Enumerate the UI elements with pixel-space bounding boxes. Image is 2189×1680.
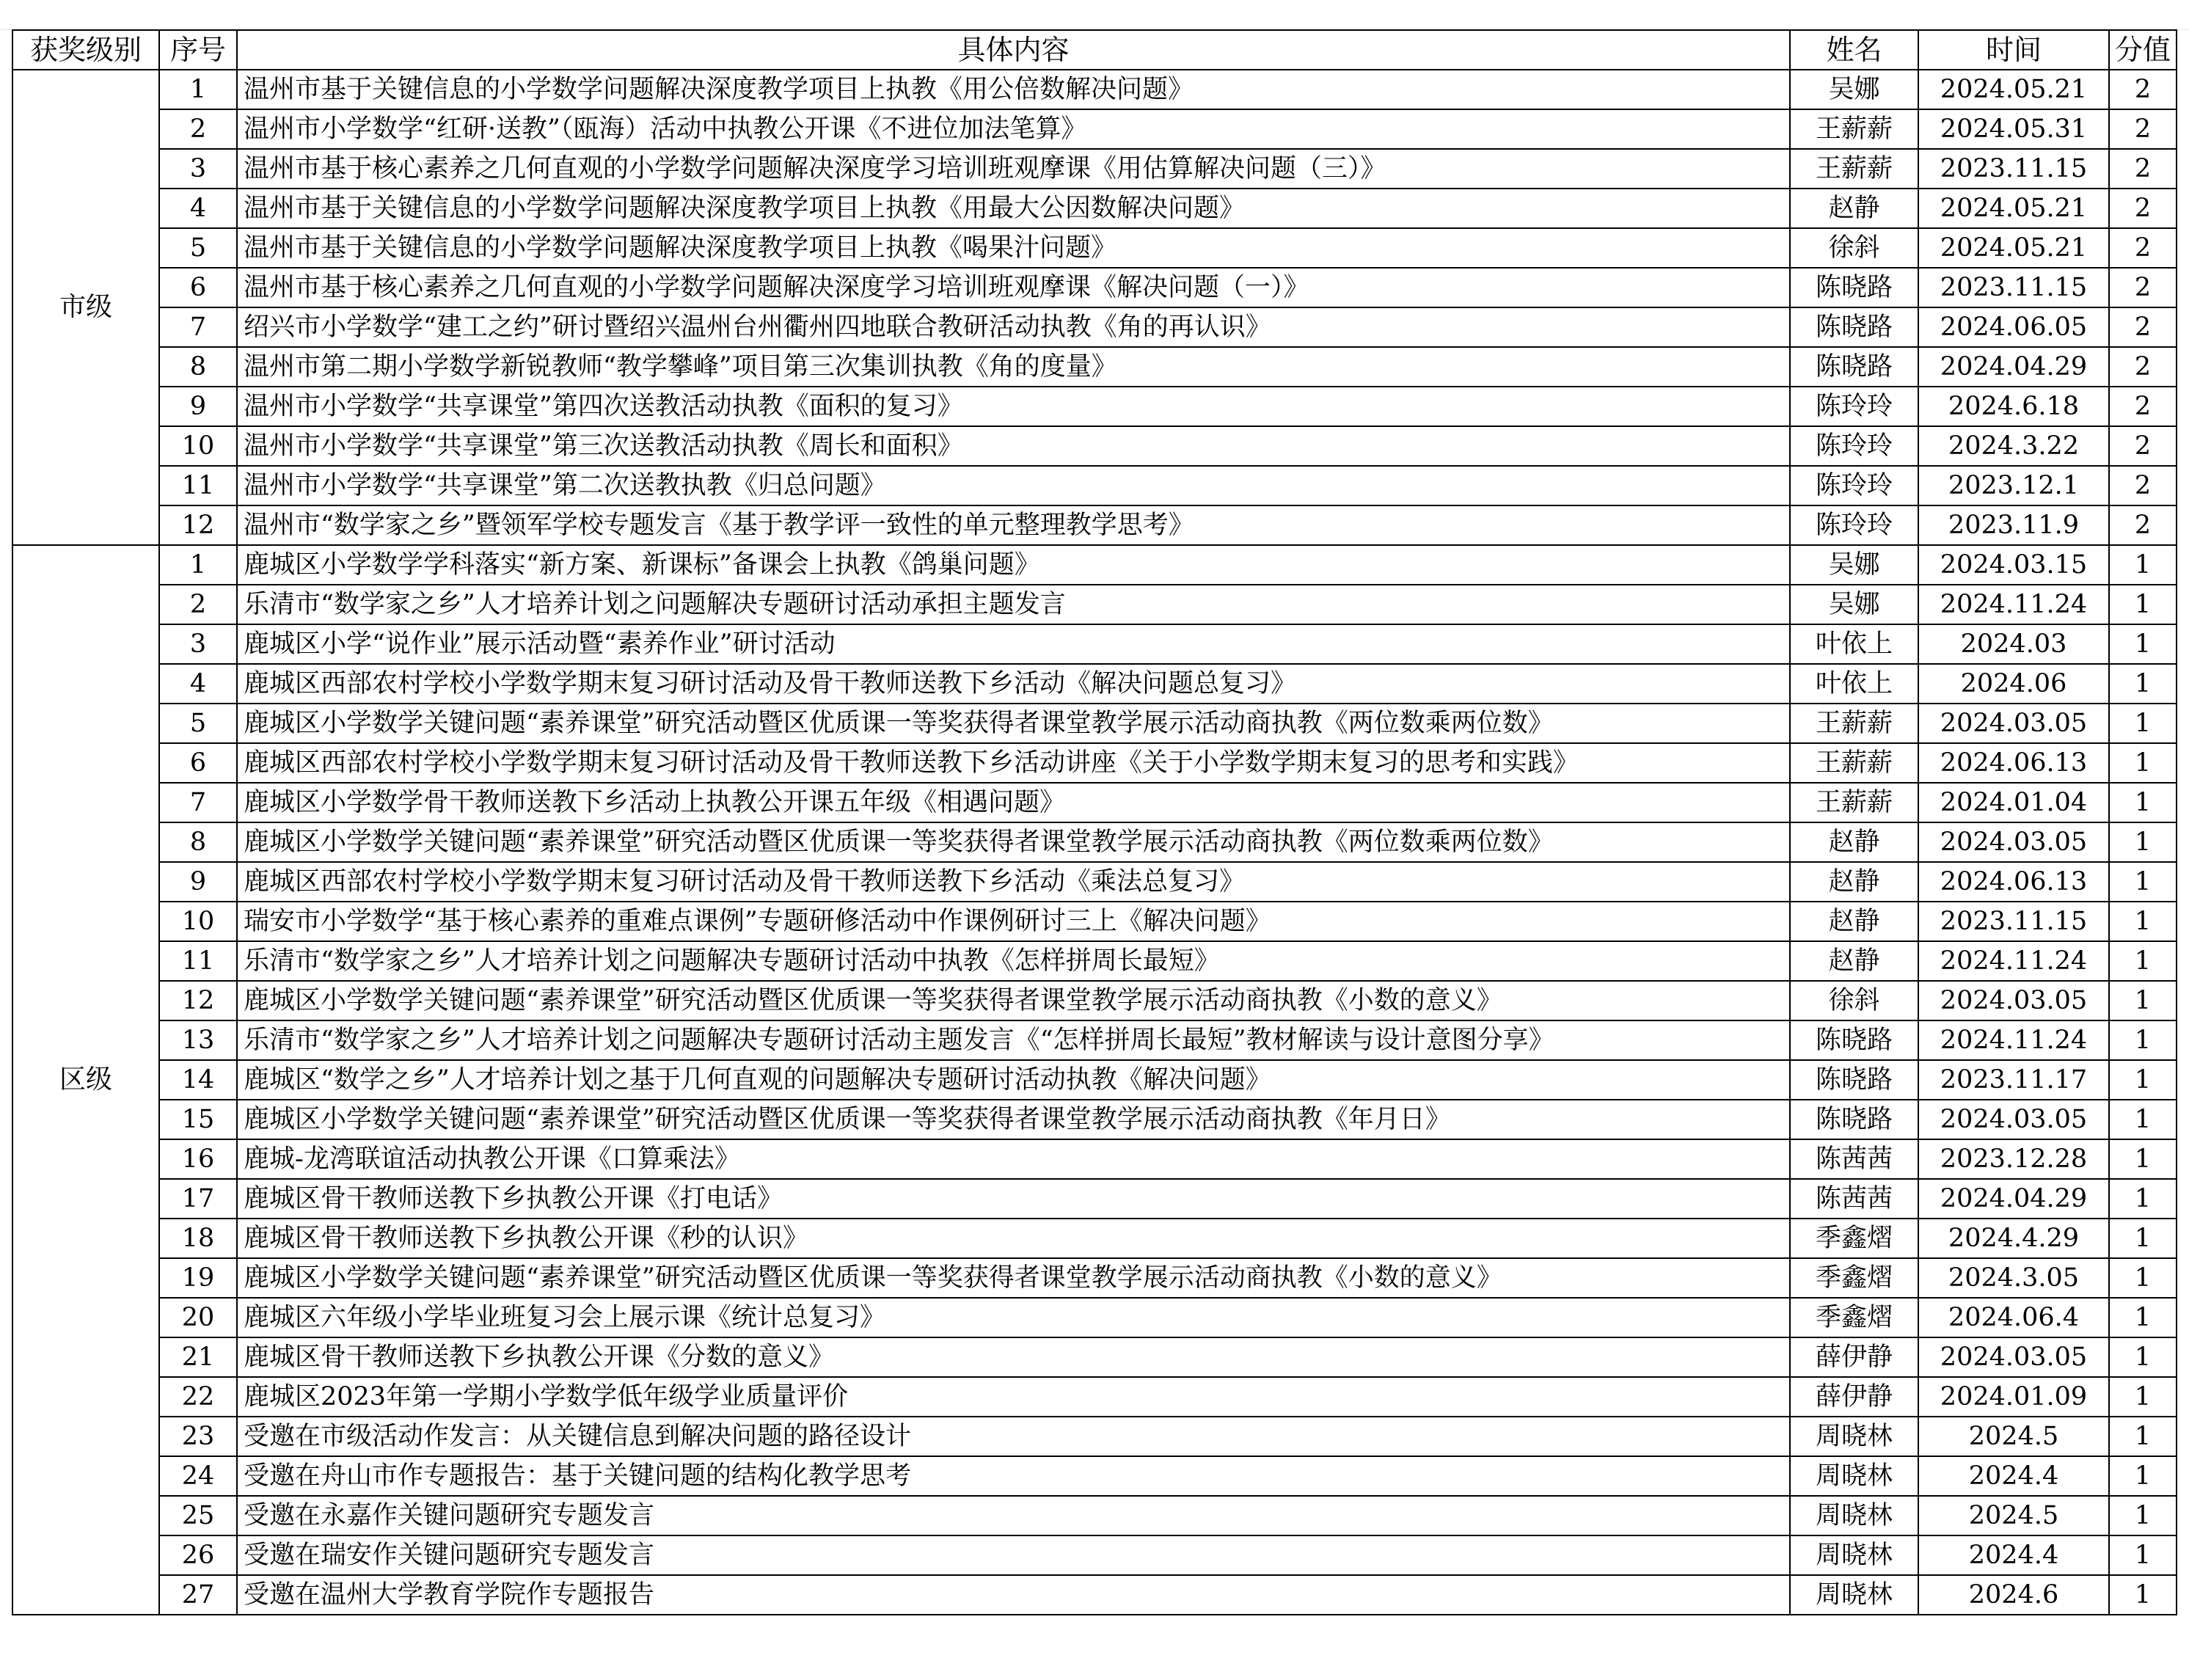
date-cell: 2024.05.21 xyxy=(1918,70,2109,109)
header-date: 时间 xyxy=(1918,30,2109,70)
award-level-cell: 区级 xyxy=(12,545,159,1615)
content-cell: 温州市小学数学“共享课堂”第二次送教执教《归总问题》 xyxy=(237,466,1790,505)
content-cell: 受邀在永嘉作关键问题研究专题发言 xyxy=(237,1496,1790,1535)
row-number-cell: 3 xyxy=(159,149,237,189)
content-cell: 鹿城区小学数学骨干教师送教下乡活动上执教公开课五年级《相遇问题》 xyxy=(237,783,1790,822)
score-cell: 1 xyxy=(2109,862,2177,902)
score-cell: 1 xyxy=(2109,1337,2177,1377)
table-row xyxy=(12,505,2177,545)
content-cell: 鹿城-龙湾联谊活动执教公开课《口算乘法》 xyxy=(237,1139,1790,1179)
content-cell: 温州市小学数学“共享课堂”第四次送教活动执教《面积的复习》 xyxy=(237,387,1790,426)
name-cell: 陈晓路 xyxy=(1790,268,1918,307)
name-cell: 吴娜 xyxy=(1790,70,1918,109)
score-cell: 1 xyxy=(2109,941,2177,981)
score-cell: 2 xyxy=(2109,505,2177,545)
content-cell: 鹿城区骨干教师送教下乡执教公开课《分数的意义》 xyxy=(237,1337,1790,1377)
table-row xyxy=(12,624,2177,664)
date-cell: 2024.06 xyxy=(1918,664,2109,704)
date-cell: 2024.3.22 xyxy=(1918,426,2109,466)
score-cell: 1 xyxy=(2109,1298,2177,1337)
header-level: 获奖级别 xyxy=(12,30,159,70)
date-cell: 2024.5 xyxy=(1918,1417,2109,1456)
content-cell: 受邀在市级活动作发言：从关键信息到解决问题的路径设计 xyxy=(237,1417,1790,1456)
row-number-cell: 23 xyxy=(159,1417,237,1456)
date-cell: 2024.06.4 xyxy=(1918,1298,2109,1337)
score-cell: 1 xyxy=(2109,624,2177,664)
name-cell: 季鑫熠 xyxy=(1790,1258,1918,1298)
row-number-cell: 11 xyxy=(159,941,237,981)
table-row xyxy=(12,1219,2177,1258)
score-cell: 1 xyxy=(2109,664,2177,704)
score-cell: 2 xyxy=(2109,109,2177,149)
content-cell: 受邀在瑞安作关键问题研究专题发言 xyxy=(237,1535,1790,1575)
row-number-cell: 5 xyxy=(159,228,237,268)
row-number-cell: 8 xyxy=(159,347,237,387)
score-cell: 1 xyxy=(2109,1377,2177,1417)
table-row xyxy=(12,228,2177,268)
name-cell: 赵静 xyxy=(1790,822,1918,862)
row-number-cell: 12 xyxy=(159,505,237,545)
score-cell: 2 xyxy=(2109,466,2177,505)
content-cell: 鹿城区骨干教师送教下乡执教公开课《打电话》 xyxy=(237,1179,1790,1219)
date-cell: 2024.4 xyxy=(1918,1535,2109,1575)
table-row xyxy=(12,1179,2177,1219)
content-cell: 温州市第二期小学数学新锐教师“教学攀峰”项目第三次集训执教《角的度量》 xyxy=(237,347,1790,387)
name-cell: 王薪薪 xyxy=(1790,783,1918,822)
row-number-cell: 12 xyxy=(159,981,237,1020)
name-cell: 徐斜 xyxy=(1790,228,1918,268)
name-cell: 陈玲玲 xyxy=(1790,426,1918,466)
content-cell: 温州市基于核心素养之几何直观的小学数学问题解决深度学习培训班观摩课《用估算解决问题（三）》 xyxy=(237,149,1790,189)
content-cell: 受邀在温州大学教育学院作专题报告 xyxy=(237,1575,1790,1615)
score-cell: 1 xyxy=(2109,1179,2177,1219)
name-cell: 陈晓路 xyxy=(1790,1020,1918,1060)
row-number-cell: 9 xyxy=(159,387,237,426)
score-cell: 1 xyxy=(2109,902,2177,941)
content-cell: 温州市小学数学“红研·送教”（瓯海）活动中执教公开课《不进位加法笔算》 xyxy=(237,109,1790,149)
row-number-cell: 6 xyxy=(159,743,237,783)
score-cell: 1 xyxy=(2109,1575,2177,1615)
name-cell: 周晓林 xyxy=(1790,1496,1918,1535)
table-row xyxy=(12,1100,2177,1139)
row-number-cell: 11 xyxy=(159,466,237,505)
content-cell: 鹿城区小学“说作业”展示活动暨“素养作业”研讨活动 xyxy=(237,624,1790,664)
row-number-cell: 10 xyxy=(159,902,237,941)
score-cell: 2 xyxy=(2109,347,2177,387)
row-number-cell: 1 xyxy=(159,70,237,109)
row-number-cell: 26 xyxy=(159,1535,237,1575)
awards-table xyxy=(12,29,2177,1615)
header-score: 分值 xyxy=(2109,30,2177,70)
content-cell: 鹿城区小学数学关键问题“素养课堂”研究活动暨区优质课一等奖获得者课堂教学展示活动商执教《小数的意义》 xyxy=(237,981,1790,1020)
table-row xyxy=(12,1298,2177,1337)
score-cell: 1 xyxy=(2109,1139,2177,1179)
score-cell: 1 xyxy=(2109,545,2177,585)
date-cell: 2023.11.15 xyxy=(1918,268,2109,307)
content-cell: 鹿城区“数学之乡”人才培养计划之基于几何直观的问题解决专题研讨活动执教《解决问题》 xyxy=(237,1060,1790,1100)
date-cell: 2024.03.15 xyxy=(1918,545,2109,585)
table-row xyxy=(12,387,2177,426)
content-cell: 鹿城区西部农村学校小学数学期末复习研讨活动及骨干教师送教下乡活动《解决问题总复习》 xyxy=(237,664,1790,704)
name-cell: 陈晓路 xyxy=(1790,307,1918,347)
table-row xyxy=(12,1575,2177,1615)
row-number-cell: 27 xyxy=(159,1575,237,1615)
table-row xyxy=(12,268,2177,307)
name-cell: 陈茜茜 xyxy=(1790,1179,1918,1219)
name-cell: 王薪薪 xyxy=(1790,704,1918,743)
name-cell: 吴娜 xyxy=(1790,545,1918,585)
name-cell: 王薪薪 xyxy=(1790,743,1918,783)
date-cell: 2024.03 xyxy=(1918,624,2109,664)
row-number-cell: 25 xyxy=(159,1496,237,1535)
date-cell: 2024.11.24 xyxy=(1918,941,2109,981)
row-number-cell: 5 xyxy=(159,704,237,743)
score-cell: 1 xyxy=(2109,1535,2177,1575)
row-number-cell: 3 xyxy=(159,624,237,664)
name-cell: 陈玲玲 xyxy=(1790,505,1918,545)
content-cell: 温州市基于关键信息的小学数学问题解决深度教学项目上执教《用公倍数解决问题》 xyxy=(237,70,1790,109)
score-cell: 1 xyxy=(2109,1496,2177,1535)
score-cell: 1 xyxy=(2109,1219,2177,1258)
date-cell: 2024.3.05 xyxy=(1918,1258,2109,1298)
table-row xyxy=(12,1535,2177,1575)
date-cell: 2023.11.9 xyxy=(1918,505,2109,545)
name-cell: 叶依上 xyxy=(1790,664,1918,704)
name-cell: 王薪薪 xyxy=(1790,109,1918,149)
date-cell: 2024.05.21 xyxy=(1918,228,2109,268)
score-cell: 2 xyxy=(2109,307,2177,347)
row-number-cell: 2 xyxy=(159,585,237,624)
row-number-cell: 17 xyxy=(159,1179,237,1219)
table-row xyxy=(12,426,2177,466)
row-number-cell: 9 xyxy=(159,862,237,902)
name-cell: 徐斜 xyxy=(1790,981,1918,1020)
row-number-cell: 13 xyxy=(159,1020,237,1060)
name-cell: 季鑫熠 xyxy=(1790,1219,1918,1258)
table-row xyxy=(12,1456,2177,1496)
table-row xyxy=(12,822,2177,862)
score-cell: 1 xyxy=(2109,585,2177,624)
content-cell: 温州市基于关键信息的小学数学问题解决深度教学项目上执教《用最大公因数解决问题》 xyxy=(237,189,1790,228)
date-cell: 2024.04.29 xyxy=(1918,1179,2109,1219)
content-cell: 瑞安市小学数学“基于核心素养的重难点课例”专题研修活动中作课例研讨三上《解决问题》 xyxy=(237,902,1790,941)
date-cell: 2023.11.15 xyxy=(1918,149,2109,189)
content-cell: 鹿城区六年级小学毕业班复习会上展示课《统计总复习》 xyxy=(237,1298,1790,1337)
score-cell: 1 xyxy=(2109,981,2177,1020)
table-row xyxy=(12,1020,2177,1060)
row-number-cell: 18 xyxy=(159,1219,237,1258)
header-name: 姓名 xyxy=(1790,30,1918,70)
score-cell: 2 xyxy=(2109,426,2177,466)
name-cell: 吴娜 xyxy=(1790,585,1918,624)
row-number-cell: 19 xyxy=(159,1258,237,1298)
content-cell: 绍兴市小学数学“建工之约”研讨暨绍兴温州台州衢州四地联合教研活动执教《角的再认识》 xyxy=(237,307,1790,347)
row-number-cell: 7 xyxy=(159,783,237,822)
row-number-cell: 10 xyxy=(159,426,237,466)
name-cell: 季鑫熠 xyxy=(1790,1298,1918,1337)
name-cell: 陈晓路 xyxy=(1790,1060,1918,1100)
date-cell: 2024.03.05 xyxy=(1918,1337,2109,1377)
name-cell: 赵静 xyxy=(1790,189,1918,228)
content-cell: 受邀在舟山市作专题报告：基于关键问题的结构化教学思考 xyxy=(237,1456,1790,1496)
content-cell: 温州市基于关键信息的小学数学问题解决深度教学项目上执教《喝果汁问题》 xyxy=(237,228,1790,268)
content-cell: 鹿城区2023年第一学期小学数学低年级学业质量评价 xyxy=(237,1377,1790,1417)
content-cell: 鹿城区骨干教师送教下乡执教公开课《秒的认识》 xyxy=(237,1219,1790,1258)
table-row xyxy=(12,902,2177,941)
name-cell: 陈晓路 xyxy=(1790,347,1918,387)
name-cell: 赵静 xyxy=(1790,902,1918,941)
table-row xyxy=(12,1377,2177,1417)
row-number-cell: 14 xyxy=(159,1060,237,1100)
header-content: 具体内容 xyxy=(237,30,1790,70)
name-cell: 周晓林 xyxy=(1790,1535,1918,1575)
name-cell: 叶依上 xyxy=(1790,624,1918,664)
content-cell: 鹿城区小学数学关键问题“素养课堂”研究活动暨区优质课一等奖获得者课堂教学展示活动商执教《两位数乘两位数》 xyxy=(237,822,1790,862)
date-cell: 2024.03.05 xyxy=(1918,981,2109,1020)
date-cell: 2024.6 xyxy=(1918,1575,2109,1615)
name-cell: 赵静 xyxy=(1790,941,1918,981)
date-cell: 2024.01.09 xyxy=(1918,1377,2109,1417)
row-number-cell: 8 xyxy=(159,822,237,862)
row-number-cell: 20 xyxy=(159,1298,237,1337)
date-cell: 2024.05.21 xyxy=(1918,189,2109,228)
row-number-cell: 22 xyxy=(159,1377,237,1417)
date-cell: 2024.6.18 xyxy=(1918,387,2109,426)
table-row xyxy=(12,1496,2177,1535)
content-cell: 温州市基于核心素养之几何直观的小学数学问题解决深度学习培训班观摩课《解决问题（一）》 xyxy=(237,268,1790,307)
row-number-cell: 24 xyxy=(159,1456,237,1496)
date-cell: 2023.12.1 xyxy=(1918,466,2109,505)
header-no: 序号 xyxy=(159,30,237,70)
date-cell: 2024.05.31 xyxy=(1918,109,2109,149)
date-cell: 2023.11.17 xyxy=(1918,1060,2109,1100)
date-cell: 2024.06.05 xyxy=(1918,307,2109,347)
name-cell: 陈玲玲 xyxy=(1790,387,1918,426)
table-row xyxy=(12,70,2177,109)
date-cell: 2024.06.13 xyxy=(1918,862,2109,902)
row-number-cell: 4 xyxy=(159,189,237,228)
date-cell: 2024.01.04 xyxy=(1918,783,2109,822)
name-cell: 薛伊静 xyxy=(1790,1337,1918,1377)
score-cell: 1 xyxy=(2109,743,2177,783)
content-cell: 乐清市“数学家之乡”人才培养计划之问题解决专题研讨活动主题发言《“怎样拼周长最短”教材解读与设计意图分享》 xyxy=(237,1020,1790,1060)
table-row xyxy=(12,585,2177,624)
score-cell: 1 xyxy=(2109,1100,2177,1139)
table-row xyxy=(12,545,2177,585)
name-cell: 薛伊静 xyxy=(1790,1377,1918,1417)
header-row xyxy=(12,30,2177,70)
score-cell: 1 xyxy=(2109,1456,2177,1496)
content-cell: 鹿城区小学数学关键问题“素养课堂”研究活动暨区优质课一等奖获得者课堂教学展示活动商执教《两位数乘两位数》 xyxy=(237,704,1790,743)
name-cell: 赵静 xyxy=(1790,862,1918,902)
table-row xyxy=(12,109,2177,149)
row-number-cell: 1 xyxy=(159,545,237,585)
date-cell: 2024.03.05 xyxy=(1918,1100,2109,1139)
content-cell: 温州市“数学家之乡”暨领军学校专题发言《基于教学评一致性的单元整理教学思考》 xyxy=(237,505,1790,545)
row-number-cell: 2 xyxy=(159,109,237,149)
score-cell: 2 xyxy=(2109,70,2177,109)
table-row xyxy=(12,1139,2177,1179)
date-cell: 2024.5 xyxy=(1918,1496,2109,1535)
content-cell: 鹿城区小学数学学科落实“新方案、新课标”备课会上执教《鸽巢问题》 xyxy=(237,545,1790,585)
row-number-cell: 16 xyxy=(159,1139,237,1179)
table-row xyxy=(12,1258,2177,1298)
table-row xyxy=(12,347,2177,387)
content-cell: 乐清市“数学家之乡”人才培养计划之问题解决专题研讨活动承担主题发言 xyxy=(237,585,1790,624)
name-cell: 周晓林 xyxy=(1790,1575,1918,1615)
score-cell: 2 xyxy=(2109,228,2177,268)
table-row xyxy=(12,1337,2177,1377)
score-cell: 2 xyxy=(2109,268,2177,307)
sheet-top-strip xyxy=(0,0,2189,30)
table-row xyxy=(12,981,2177,1020)
score-cell: 2 xyxy=(2109,149,2177,189)
content-cell: 鹿城区小学数学关键问题“素养课堂”研究活动暨区优质课一等奖获得者课堂教学展示活动商执教《小数的意义》 xyxy=(237,1258,1790,1298)
score-cell: 2 xyxy=(2109,387,2177,426)
table-row xyxy=(12,307,2177,347)
date-cell: 2024.06.13 xyxy=(1918,743,2109,783)
row-number-cell: 4 xyxy=(159,664,237,704)
date-cell: 2023.11.15 xyxy=(1918,902,2109,941)
score-cell: 1 xyxy=(2109,1060,2177,1100)
name-cell: 陈茜茜 xyxy=(1790,1139,1918,1179)
row-number-cell: 7 xyxy=(159,307,237,347)
row-number-cell: 6 xyxy=(159,268,237,307)
row-number-cell: 15 xyxy=(159,1100,237,1139)
award-level-cell: 市级 xyxy=(12,70,159,545)
date-cell: 2024.03.05 xyxy=(1918,704,2109,743)
table-row xyxy=(12,189,2177,228)
table-row xyxy=(12,743,2177,783)
name-cell: 周晓林 xyxy=(1790,1456,1918,1496)
table-row xyxy=(12,862,2177,902)
name-cell: 周晓林 xyxy=(1790,1417,1918,1456)
content-cell: 鹿城区西部农村学校小学数学期末复习研讨活动及骨干教师送教下乡活动《乘法总复习》 xyxy=(237,862,1790,902)
table-row xyxy=(12,149,2177,189)
table-row xyxy=(12,783,2177,822)
date-cell: 2024.11.24 xyxy=(1918,1020,2109,1060)
content-cell: 鹿城区西部农村学校小学数学期末复习研讨活动及骨干教师送教下乡活动讲座《关于小学数学期末复习的思考和实践》 xyxy=(237,743,1790,783)
score-cell: 1 xyxy=(2109,1020,2177,1060)
score-cell: 1 xyxy=(2109,783,2177,822)
date-cell: 2024.03.05 xyxy=(1918,822,2109,862)
name-cell: 陈玲玲 xyxy=(1790,466,1918,505)
date-cell: 2024.4.29 xyxy=(1918,1219,2109,1258)
name-cell: 陈晓路 xyxy=(1790,1100,1918,1139)
score-cell: 1 xyxy=(2109,1417,2177,1456)
score-cell: 1 xyxy=(2109,822,2177,862)
table-row xyxy=(12,466,2177,505)
table-row xyxy=(12,941,2177,981)
score-cell: 2 xyxy=(2109,189,2177,228)
content-cell: 鹿城区小学数学关键问题“素养课堂”研究活动暨区优质课一等奖获得者课堂教学展示活动商执教《年月日》 xyxy=(237,1100,1790,1139)
score-cell: 1 xyxy=(2109,704,2177,743)
content-cell: 乐清市“数学家之乡”人才培养计划之问题解决专题研讨活动中执教《怎样拼周长最短》 xyxy=(237,941,1790,981)
date-cell: 2023.12.28 xyxy=(1918,1139,2109,1179)
table-row xyxy=(12,1417,2177,1456)
score-cell: 1 xyxy=(2109,1258,2177,1298)
content-cell: 温州市小学数学“共享课堂”第三次送教活动执教《周长和面积》 xyxy=(237,426,1790,466)
table-row xyxy=(12,1060,2177,1100)
date-cell: 2024.4 xyxy=(1918,1456,2109,1496)
date-cell: 2024.11.24 xyxy=(1918,585,2109,624)
date-cell: 2024.04.29 xyxy=(1918,347,2109,387)
name-cell: 王薪薪 xyxy=(1790,149,1918,189)
table-row xyxy=(12,704,2177,743)
row-number-cell: 21 xyxy=(159,1337,237,1377)
table-row xyxy=(12,664,2177,704)
